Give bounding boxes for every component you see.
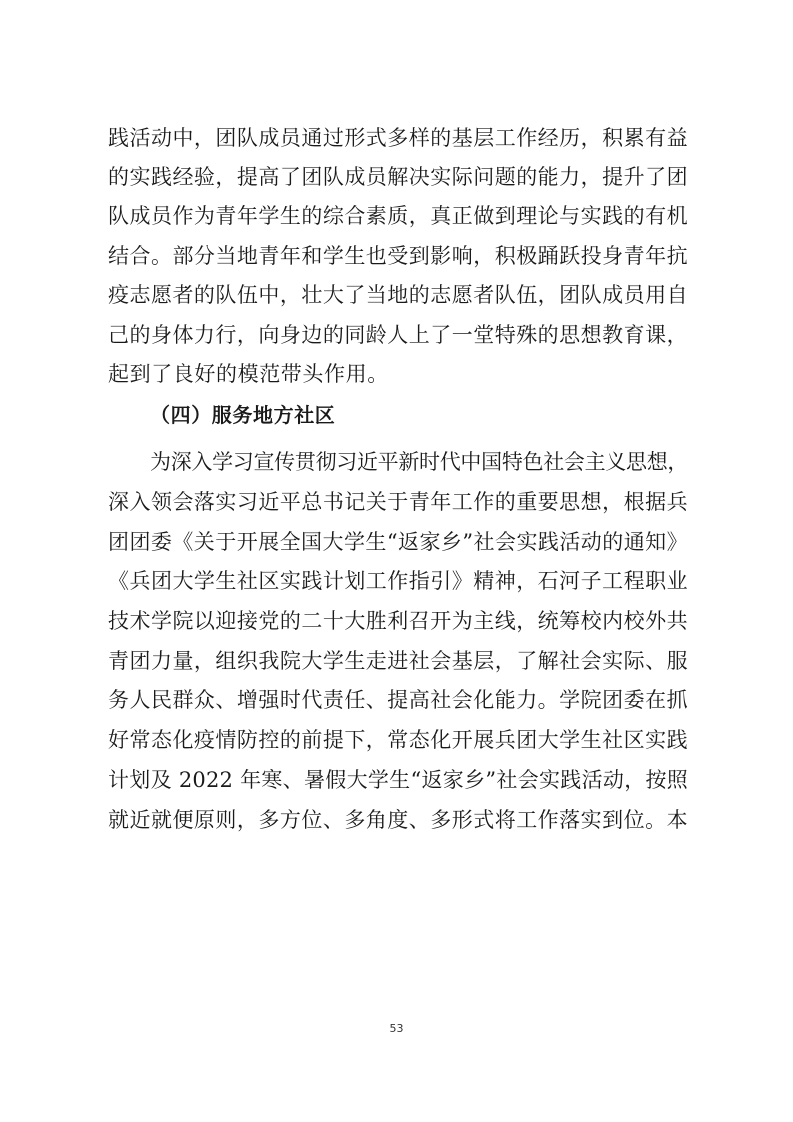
paragraph-1-line-5: 疫志愿者的队伍中，壮大了当地的志愿者队伍，团队成员用自 (108, 283, 688, 307)
paragraph-2-line-7: 务人民群众、增强时代责任、提高社会化能力。学院团委在抓 (108, 688, 688, 712)
paragraph-1-line-4: 结合。部分当地青年和学生也受到影响，积极踊跃投身青年抗 (108, 244, 688, 268)
paragraph-1-line-1: 践活动中，团队成员通过形式多样的基层工作经历，积累有益 (108, 126, 688, 150)
paragraph-2-line-8: 好常态化疫情防控的前提下，常态化开展兵团大学生社区实践 (108, 728, 688, 752)
paragraph-2-line-5: 技术学院以迎接党的二十大胜利召开为主线，统筹校内校外共 (108, 609, 688, 633)
paragraph-1-line-3: 队成员作为青年学生的综合素质，真正做到理论与实践的有机 (108, 204, 688, 228)
paragraph-1-line-6: 己的身体力行，向身边的同龄人上了一堂特殊的思想教育课， (108, 323, 688, 347)
paragraph-1-line-2: 的实践经验，提高了团队成员解决实际问题的能力，提升了团 (108, 165, 688, 189)
page-number: 53 (389, 1022, 404, 1035)
paragraph-2-line-9: 计划及 2022 年寒、暑假大学生“返家乡”社会实践活动，按照 (108, 768, 688, 792)
paragraph-2-line-6: 青团力量，组织我院大学生走进社会基层，了解社会实际、服 (108, 649, 688, 673)
paragraph-2-line-3: 团团委《关于开展全国大学生“返家乡”社会实践活动的通知》 (108, 530, 688, 554)
paragraph-2-line-2: 深入领会落实习近平总书记关于青年工作的重要思想，根据兵 (108, 490, 688, 514)
paragraph-2-line-10: 就近就便原则，多方位、多角度、多形式将工作落实到位。本 (108, 808, 688, 832)
paragraph-1-line-7: 起到了良好的模范带头作用。 (108, 362, 389, 386)
paragraph-2-line-1: 为深入学习宣传贯彻习近平新时代中国特色社会主义思想， (150, 450, 688, 474)
section-heading: （四）服务地方社区 (150, 403, 336, 427)
paragraph-2-line-4: 《兵团大学生社区实践计划工作指引》精神，石河子工程职业 (108, 569, 688, 593)
